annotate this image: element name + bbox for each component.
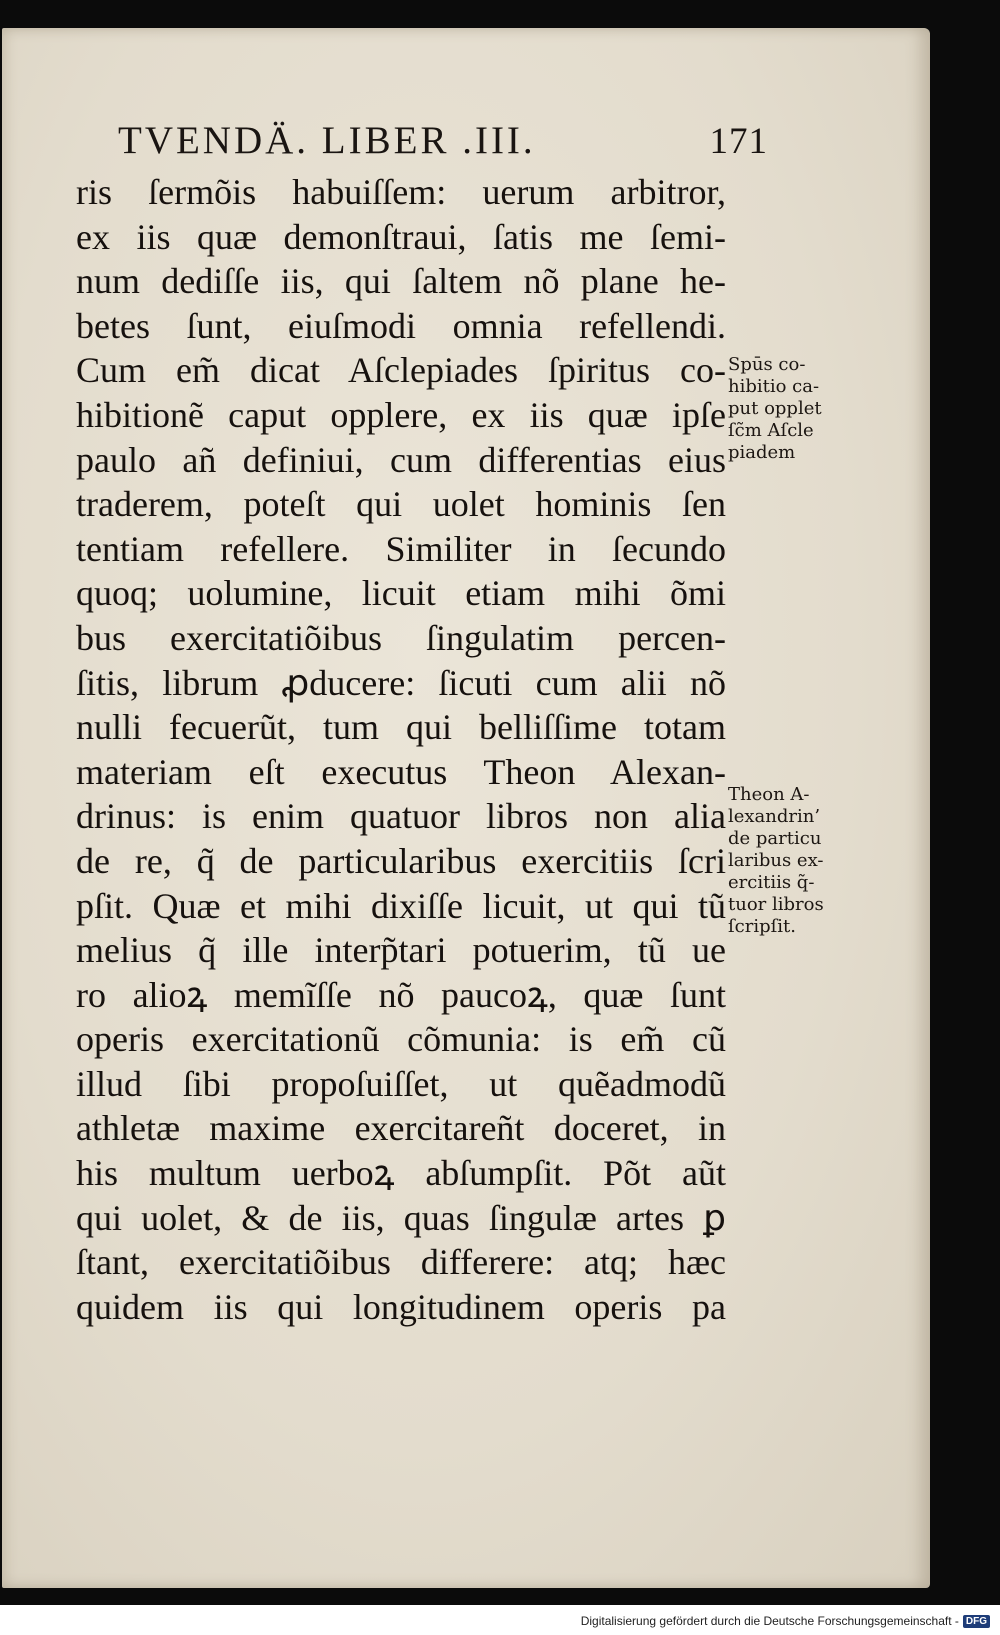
text-line: hibitionẽ caput opplere, ex iis quæ ipſe	[76, 394, 726, 435]
text-line: illud ſibi propoſuiſſet, ut quẽadmodũ	[76, 1063, 726, 1104]
text-line: paulo añ definiui, cum differentias eius	[76, 439, 726, 480]
margin-note-line: ercitiis q̃-	[728, 872, 815, 893]
body-text	[76, 170, 726, 1329]
margin-note-line: put opplet	[728, 398, 822, 419]
text-line: quidem iis qui longitudinem operis pa	[76, 1286, 726, 1327]
margin-note-line: ſcripſit.	[728, 916, 797, 937]
margin-note-line: hibitio ca-	[728, 376, 820, 397]
footer-credit: Digitalisierung gefördert durch die Deutsche Forschungsgemeinschaft -	[580, 1614, 959, 1628]
text-line: his multum uerboꝝ abſumpſit. Põt aũt	[76, 1153, 726, 1194]
text-line: qui uolet, & de iis, quas ſingulæ artes ꝑ	[76, 1197, 726, 1238]
margin-note-line: piadem	[728, 442, 796, 463]
text-line: drinus: is enim quatuor libros non alia	[76, 796, 726, 837]
text-line: pſit. Quæ et mihi dixiſſe licuit, ut qui tũ	[76, 885, 726, 926]
text-line: num dediſſe iis, qui ſaltem nõ plane he-	[76, 261, 726, 302]
text-line: operis exercitationũ cõmunia: is em̃ cũ	[76, 1019, 726, 1060]
text-line: betes ſunt, eiuſmodi omnia refellendi.	[76, 305, 726, 346]
running-head-title: TVENDÄ. LIBER .III.	[118, 119, 536, 162]
margin-note-line: Theon A-	[728, 784, 810, 805]
text-line: Cum em̃ dicat Aſclepiades ſpiritus co-	[76, 350, 726, 391]
text-line: traderem, poteſt qui uolet hominis ſen	[76, 484, 726, 525]
text-line: nulli fecuerũt, tum qui belliſſime totam	[76, 707, 726, 748]
margin-note-line: de particu	[728, 828, 822, 849]
text-line: bus exercitatiõibus ſingulatim percen-	[76, 617, 726, 658]
margin-note-line: Spūs co-	[728, 354, 806, 375]
page-number: 171	[709, 121, 768, 162]
running-head	[118, 118, 768, 163]
margin-note-line: ſc̃m Aſcle	[728, 420, 814, 441]
text-line: ex iis quæ demonſtraui, ſatis me ſemi-	[76, 216, 726, 257]
text-line: ris ſermõis habuiſſem: uerum arbitror,	[76, 172, 726, 212]
text-line: ro alioꝝ memĩſſe nõ paucoꝝ, quæ ſunt	[76, 974, 726, 1015]
margin-note-line: laribus ex-	[728, 850, 824, 871]
text-line: melius q̃ ille interp̃tari potuerim, tũ ue	[76, 930, 726, 971]
margin-note-line: tuor libros	[728, 894, 824, 915]
text-line: ſtant, exercitatiõibus differere: atq; hæc	[76, 1242, 726, 1283]
text-line: tentiam refellere. Similiter in ſecundo	[76, 528, 726, 569]
margin-note-line: lexandrin’	[728, 806, 821, 827]
text-line: athletæ maxime exercitareñt doceret, in	[76, 1108, 726, 1149]
text-line: de re, q̃ de particularibus exercitiis ſcri	[76, 840, 726, 881]
margin-note-asclepiades	[728, 354, 858, 464]
margin-note-theon	[728, 784, 858, 938]
dfg-logo: DFG	[963, 1615, 990, 1628]
digitization-footer	[581, 1614, 990, 1628]
text-line: materiam eſt executus Theon Alexan-	[76, 751, 726, 792]
text-line: quoq; uolumine, licuit etiam mihi õmi	[76, 573, 726, 614]
text-line: ſitis, librum ꝓducere: ſicuti cum alii nõ	[76, 662, 726, 703]
